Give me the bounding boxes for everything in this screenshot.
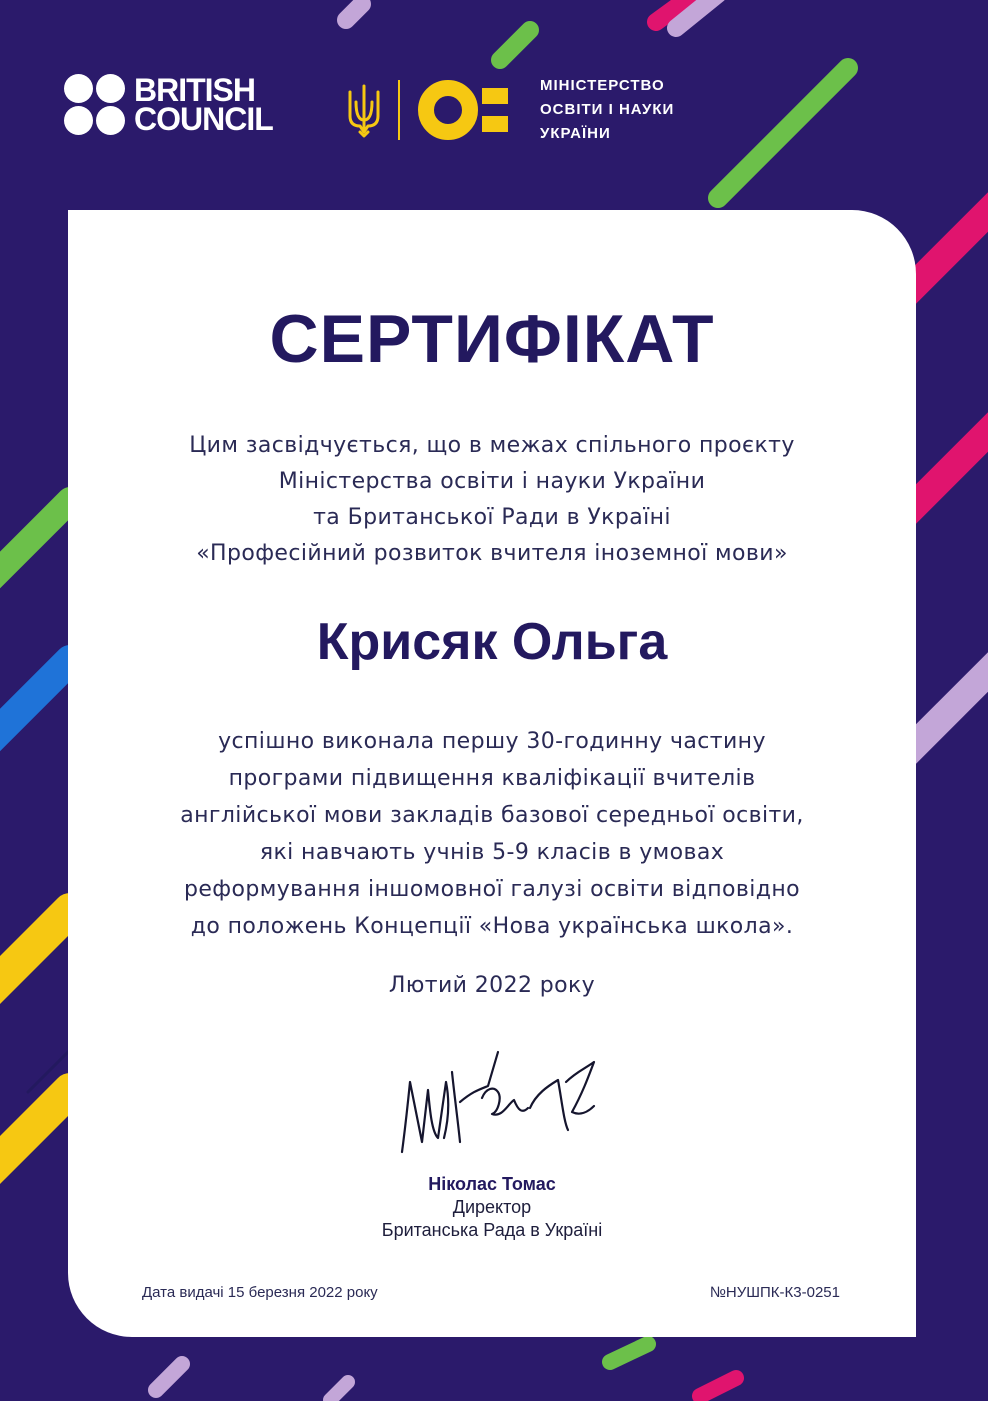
signer-name: Ніколас Томас	[428, 1174, 556, 1194]
stripe-green-bottom	[610, 1344, 648, 1362]
handwritten-signature	[398, 1042, 598, 1162]
trident-icon	[344, 82, 384, 138]
stripe-green-right	[718, 68, 848, 198]
certificate-card	[68, 210, 916, 1337]
ministry-logo	[344, 74, 674, 146]
issue-date: Дата видачі 15 березня 2022 року	[142, 1284, 378, 1301]
ministry-wordmark: МІНІСТЕРСТВО ОСВІТИ І НАУКИ УКРАЇНИ	[540, 77, 675, 142]
stripe-pink-bottom	[700, 1378, 736, 1396]
stripe-yellow-left	[0, 910, 70, 1000]
logo-divider	[398, 80, 400, 140]
signer-block	[68, 1173, 916, 1242]
certificate-date: Лютий 2022 року	[388, 973, 596, 998]
stripe-green-left	[0, 500, 70, 590]
certificate-title: СЕРТИФІКАТ	[269, 301, 715, 377]
recipient-name: Крисяк Ольга	[316, 613, 668, 671]
british-council-logo	[64, 71, 273, 137]
stripe-green-top	[500, 30, 530, 60]
british-council-wordmark: BRITISH COUNCIL	[134, 71, 273, 137]
certificate-number: №НУШПК-К3-0251	[709, 1284, 840, 1301]
certificate-intro: Цим засвідчується, що в межах спільного проєкту Міністерства освіти і науки України та Британської Ради в Україні «Професійний розвиток вчителя іноземної мови»	[189, 433, 795, 566]
ministry-o-equals-icon	[416, 78, 526, 142]
certificate-body: успішно виконала першу 30-годинну частину програми підвищення кваліфікації вчителів англійської мови закладів базової середньої освіти, які навчають учнів 5-9 класів в умовах реформування іншомовної галузі освіти відповідно до положень Концепції «Нова українська школа».	[180, 729, 804, 939]
british-council-dots-icon	[64, 74, 125, 135]
stripe-lavender-top-left	[346, 4, 362, 20]
stripe-lavender-bottom	[330, 1382, 348, 1400]
stripe-yellow-left-2	[0, 1090, 70, 1180]
signer-position: Директор	[452, 1197, 532, 1217]
stripe-lavender-bottom-left	[156, 1364, 182, 1390]
signer-organization: Британська Рада в Україні	[381, 1220, 603, 1240]
stripe-blue-left	[0, 660, 70, 750]
